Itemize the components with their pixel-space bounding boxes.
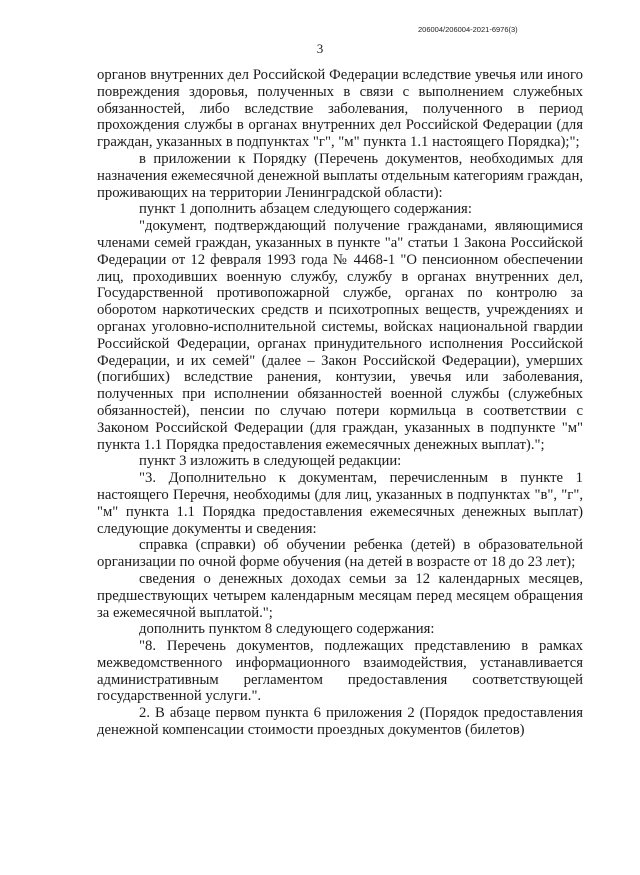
page-number: 3 bbox=[316, 41, 324, 56]
paragraph: пункт 1 дополнить абзацем следующего содержания: bbox=[139, 201, 472, 218]
paragraph: 2. В абзаце первом пункта 6 приложения 2 (Порядок предоставления денежной компенсации стоимости проездных документов (билетов) bbox=[97, 705, 583, 739]
document-id: 206004/206004-2021-6976(3) bbox=[418, 25, 518, 34]
paragraph: дополнить пунктом 8 следующего содержания: bbox=[139, 621, 435, 638]
paragraph: "8. Перечень документов, подлежащих представлению в рамках межведомственного информационного взаимодействия, устанавливается административным регламентом предоставления соответствующей государственной услуги.". bbox=[97, 638, 583, 705]
paragraph: сведения о денежных доходах семьи за 12 календарных месяцев, предшествующих четырем календарным месяцам перед месяцем обращения за ежемесячной выплатой."; bbox=[97, 570, 583, 621]
paragraph: органов внутренних дел Российской Федерации вследствие увечья или иного повреждения здоровья, полученных в связи с выполнением служебных обязанностей, либо вследствие заболевания, полученного в период прохождения службы в органах внутренних дел Российской Федерации (для граждан, указанных в подпунктах "г", "м" пункта 1.1 настоящего Порядка);"; bbox=[97, 67, 583, 151]
paragraph: пункт 3 изложить в следующей редакции: bbox=[139, 453, 402, 470]
document-body bbox=[97, 67, 583, 739]
paragraph: справка (справки) об обучении ребенка (детей) в образовательной организации по очной форме обучения (на детей в возрасте от 18 до 23 лет); bbox=[97, 537, 583, 571]
paragraph: "3. Дополнительно к документам, перечисленным в пункте 1 настоящего Перечня, необходимы (для лиц, указанных в подпунктах "в", "г", "м" пункта 1.1 Порядка предоставления ежемесячных денежных выплат) следующие документы и сведения: bbox=[97, 470, 583, 537]
paragraph: в приложении к Порядку (Перечень документов, необходимых для назначения ежемесячной денежной выплаты отдельным категориям граждан, проживающих на территории Ленинградской области): bbox=[97, 150, 583, 201]
paragraph: "документ, подтверждающий получение гражданами, являющимися членами семей граждан, указанных в пункте "а" статьи 1 Закона Российской Федерации от 12 февраля 1993 года № 4468-1 "О пенсионном обеспечении лиц, проходивших военную службу, службу в органах внутренних дел, Государственной противопожарной службе, органах по контролю за оборотом наркотических средств и психотропных веществ, учреждениях и органах уголовно-исполнительной системы, войсках национальной гвардии Российской Федерации, органах принудительного исполнения Российской Федерации, и их семей" (далее – Закон Российской Федерации), умерших (погибших) вследствие ранения, контузии, увечья или заболевания, полученных при исполнении обязанностей военной службы (служебных обязанностей), пенсии по случаю потери кормильца в соответствии с Законом Российской Федерации (для граждан, указанных в подпункте "м" пункта 1.1 Порядка предоставления ежемесячных денежных выплат)."; bbox=[97, 218, 583, 453]
